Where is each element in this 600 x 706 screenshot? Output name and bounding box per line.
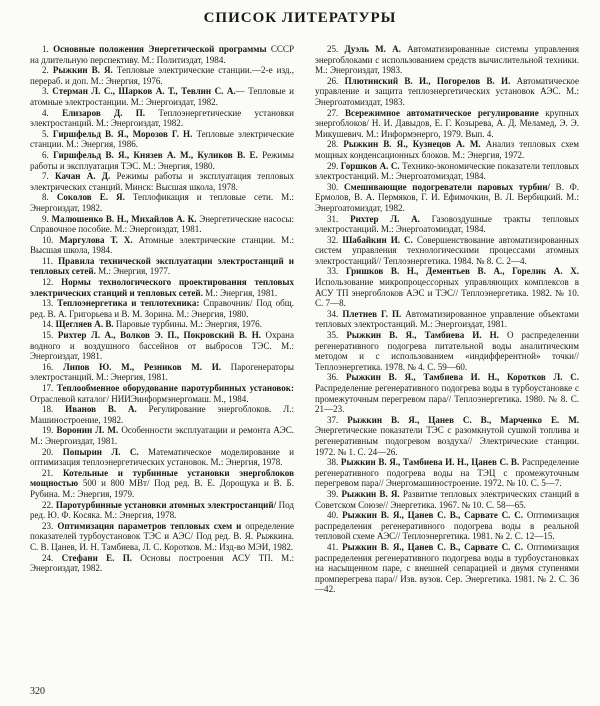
reference-item: 22. Паротурбинные установки атомных электростанций/ Под ред. Ю. Ф. Косяка. М.: Энергия, 1978. <box>30 499 294 521</box>
reference-item: 29. Горшков А. С. Технико-экономические показатели тепловых электростанций. М.: Энергоатомиздат, 1984. <box>315 160 579 182</box>
reference-item: 12. Нормы технологического проектирования тепловых электрических станций и тепловых сетей. М.: Энергия, 1981. <box>30 277 294 298</box>
reference-item: 26. Плютинский В. И., Погорелов В. И. Автоматическое управление и защита теплоэнергетических установок АЭС. М.: Энергоатомиздат, 1983. <box>315 75 579 107</box>
reference-item: 18. Иванов В. А. Регулирование энергоблоков. Л.: Машиностроение, 1982. <box>30 404 294 425</box>
page-number: 320 <box>30 686 45 697</box>
reference-item: 17. Теплообменное оборудование паротурбинных установок: Отраслевой каталог/ НИИЭинформэнергомаш. М., 1984. <box>30 383 295 404</box>
reference-item: 28. Рыжкин В. Я., Кузнецов А. М. Анализ тепловых схем мощных конденсационных блоков. М.: Энергия, 1972. <box>315 139 579 160</box>
reference-item: 10. Маргулова Т. Х. Атомные электрические станции. М.: Высшая школа, 1984. <box>30 234 294 256</box>
reference-item: 1. Основные положения Энергетической программы СССР на длительную перспективу. М.: Политиздат, 1984. <box>30 44 294 65</box>
reference-item: 2. Рыжкин В. Я. Тепловые электрические станции.—2-е изд., перераб. и доп. М.: Энергия, 1976. <box>30 65 295 86</box>
reference-item: 38. Рыжкин В. Я., Тамбиева И. Н., Цанев С. В. Распределение регенеративного подогрева воды на ТЭЦ с промежуточным перегревом пара// Энергомашиностроение. 1972. № 10. С. 5—7. <box>315 457 579 489</box>
reference-item: 24. Стефани Е. П. Основы построения АСУ ТП. М.: Энергоиздат, 1982. <box>30 552 295 574</box>
reference-item: 36. Рыжкин В. Я., Тамбиева И. Н., Коротков Л. С. Распределение регенеративного подогрева воды в турбоустановке с промежуточным перегревом пара// Теплоэнергетика. 1980. № 8. С. 21—23. <box>315 372 579 415</box>
reference-item: 23. Оптимизация параметров тепловых схем и определение показателей турбоустановок ТЭС и АЭС/ Под ред. В. Я. Рыжкина. С. В. Цанев, И. Н. Тамбиева, Л. С. Коротков. М.: Изд-во МЭИ, 1982. <box>30 520 294 552</box>
reference-item: 8. Соколов Е. Я. Теплофикация и тепловые сети. М.: Энергоиздат, 1982. <box>30 192 294 213</box>
reference-item: 20. Попырин Л. С. Математическое моделирование и оптимизация теплоэнергетических установок. М.: Энергия, 1978. <box>30 446 294 468</box>
references-left-column <box>30 44 294 574</box>
reference-item: 6. Гиршфельд В. Я., Князев А. М., Куликов В. Е. Режимы работы и эксплуатация ТЭС. М.: Энергия, 1980. <box>30 149 294 171</box>
reference-item: 21. Котельные и турбинные установки энергоблоков мощностью 500 и 800 МВт/ Под ред. В. Е. Дорощука и В. Б. Рубина. М.: Энергия, 1979. <box>30 467 294 499</box>
reference-item: 34. Плетнев Г. П. Автоматизированное управление объектами тепловых электростанций. М.: Энергоиздат, 1981. <box>315 308 579 330</box>
reference-item: 5. Гиршфельд В. Я., Морозов Г. Н. Тепловые электрические станции. М.: Энергия, 1986. <box>30 128 295 150</box>
reference-item: 31. Рихтер Л. А. Газовоздушные тракты тепловых электростанций. М.: Энергоатомиздат, 1984. <box>315 213 579 235</box>
reference-item: 32. Шабайкин И. С. Совершенствование автоматизированных систем управления технологическими процессами атомных электростанций// Теплоэнергетика. 1984. № 8. С. 2—4. <box>315 234 579 266</box>
reference-item: 11. Правила технической эксплуатации электростанций и тепловых сетей. М.: Энергия, 1977. <box>30 255 295 277</box>
reference-item: 37. Рыжкин В. Я., Цанев С. В., Марченко Е. М. Энергетические показатели ТЭС с разомкнутой сушкой топлива и регенеративным подогревом воздуха// Электрические станции. 1972. № 1. С. 24—26. <box>315 414 579 457</box>
reference-item: 19. Воронин Л. М. Особенности эксплуатации и ремонта АЭС. М.: Энергоиздат, 1981. <box>30 425 294 446</box>
reference-item: 13. Теплоэнергетика и теплотехника: Справочник/ Под общ. ред. В. А. Григорьева и В. М. Зорина. М.: Энергия, 1980. <box>30 298 294 319</box>
reference-item: 33. Гришков В. Н., Дементьев В. А., Горелик А. Х. Использование микропроцессорных управляющих комплексов в АСУ ТП энергоблоков АЭС и ТЭС// Теплоэнергетика. 1982. № 10. С. 7—8. <box>315 266 580 309</box>
references-right-column <box>315 44 579 595</box>
reference-item: 15. Рихтер Л. А., Волков Э. П., Покровский В. Н. Охрана водного и воздушного бассейнов от выбросов ТЭС. М.: Энергоиздат, 1981. <box>30 330 295 362</box>
reference-item: 25. Дуэль М. А. Автоматизированные системы управления энергоблоками с использованием средств вычислительной техники. М.: Энергоиздат, 1983. <box>315 44 579 76</box>
reference-item: 14. Щегляев А. В. Паровые турбины. М.: Энергия, 1976. <box>42 319 262 330</box>
reference-item: 41. Рыжкин В. Я., Цанев С. В., Сарвате С. С. Оптимизация распределения регенеративного подогрева воды в турбоустановках на насыщенном паре, с внешней сепарацией и двумя ступенями промперегрева пара// Изв. вузов. Сер. Энергетика. 1981. № 2. С. 36—42. <box>315 541 580 595</box>
reference-item: 4. Елизаров Д. П. Теплоэнергетические установки электростанций. М.: Энергоиздат, 1982. <box>30 107 294 129</box>
reference-item: 7. Качан А. Д. Режимы работы и эксплуатация тепловых электрических станций. Минск: Высшая школа, 1978. <box>30 171 294 192</box>
reference-item: 30. Смешивающие подогреватели паровых турбин/ В. Ф. Ермолов, В. А. Пермяков, Г. И. Ефимочкин, В. Л. Вербицкий. М.: Энергоатомиздат, 1982. <box>315 181 579 213</box>
reference-item: 3. Стерман Л. С., Шарков А. Т., Тевлин С. А.— Тепловые и атомные электростанции. М.: Энергоиздат, 1982. <box>30 86 294 107</box>
reference-item: 9. Малюшенко В. Н., Михайлов А. К. Энергетические насосы: Справочное пособие. М.: Энергоиздат, 1981. <box>30 213 295 235</box>
reference-item: 27. Всережимное автоматическое регулирование крупных энергоблоков/ Н. И. Давыдов, Е. Г. Козырева, А. Д. Меламед, Э. Э. Микушевич. М.: Информэнерго, 1979. Вып. 4. <box>315 107 580 139</box>
reference-item: 39. Рыжкин В. Я. Развитие тепловых электрических станций в Советском Союзе// Энергетика. 1967. № 10. С. 58—65. <box>315 488 579 510</box>
page-title: СПИСОК ЛИТЕРАТУРЫ <box>203 10 397 26</box>
reference-item: 35. Рыжкин В. Я., Тамбиева И. Н. О распределении регенеративного подогрева питательной воды аналитическим методом и с использованием «индифферентной» точки// Теплоэнергетика. 1978. № 4. С. 59—60. <box>315 330 580 372</box>
reference-item: 16. Липов Ю. М., Резников М. И. Парогенераторы электростанций. М.: Энергия, 1981. <box>30 361 295 383</box>
reference-item: 40. Рыжкин В. Я., Цанев С. В., Сарвате С. С. Оптимизация распределения регенеративного подогрева воды в реальной тепловой схеме АЭС// Теплоэнергетика. 1981. № 2. С. 12—15. <box>315 510 580 542</box>
